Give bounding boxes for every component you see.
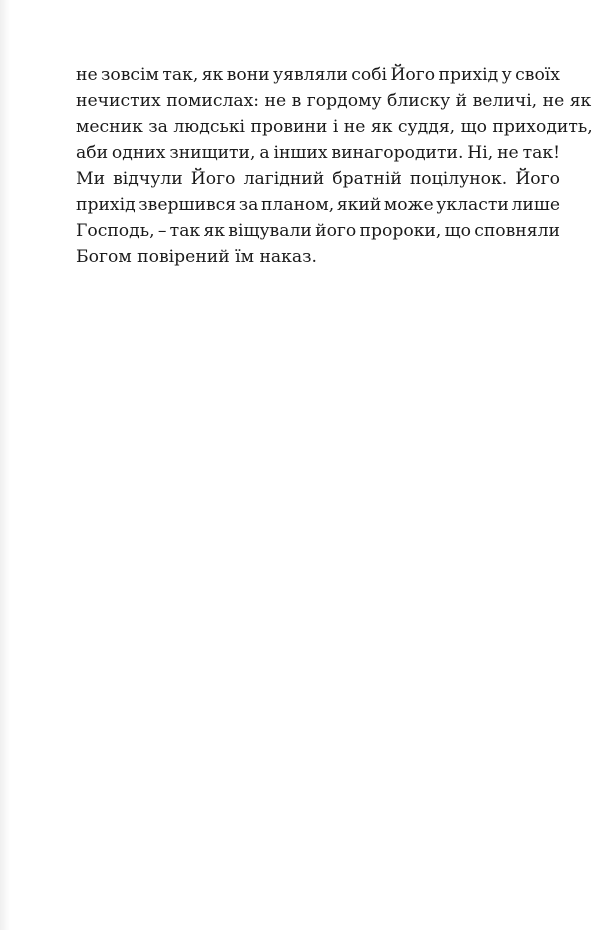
body-paragraph <box>76 62 593 270</box>
paragraph-line: Ми відчули Його лагідний братній поцілунок. Його <box>76 169 561 189</box>
page-edge-shadow <box>0 0 10 930</box>
paragraph-line: аби одних знищити, а інших винагородити. Ні, не так! <box>76 143 560 163</box>
paragraph-line: прихід звершився за планом, який може укласти лише <box>76 195 560 215</box>
paragraph-line: Господь, – так як віщували його пророки, що сповняли <box>76 221 560 241</box>
paragraph-line: месник за людські провини і не як суддя, що приходить, <box>76 117 593 137</box>
paragraph-line: Богом повірений їм наказ. <box>76 247 318 267</box>
paragraph-line: нечистих помислах: не в гордому блиску й величі, не як <box>76 91 592 111</box>
paragraph-line: не зовсім так, як вони уявляли собі Його прихід у своїх <box>76 65 560 85</box>
